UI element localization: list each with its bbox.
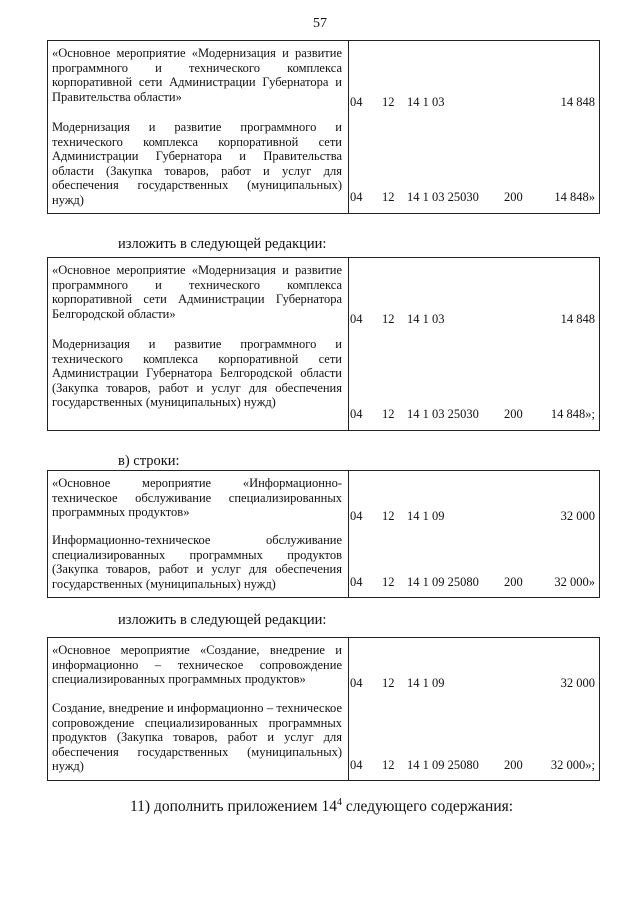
- closing-instruction: [130, 797, 513, 816]
- cell-csr: 14 1 03 25030: [407, 407, 479, 422]
- cell-rz: 04: [350, 676, 363, 691]
- cell-vr: 200: [504, 407, 523, 422]
- cell-sum: 32 000: [560, 509, 595, 524]
- row-description: «Основное мероприятие «Модернизация и развитие программного и технического комплекса корпоративной сети Администрации Губернатора Белгородской области»: [52, 263, 342, 321]
- cell-sum: 14 848»: [554, 190, 595, 205]
- cell-sum: 32 000»;: [550, 758, 595, 773]
- page-number: 57: [313, 16, 327, 31]
- cell-rz: 04: [350, 190, 363, 205]
- cell-pr: 12: [382, 575, 395, 590]
- cell-csr: 14 1 09: [407, 676, 445, 691]
- cell-sum: 14 848: [560, 312, 595, 327]
- table-row: [48, 41, 599, 115]
- cell-rz: 04: [350, 758, 363, 773]
- instruction-text: изложить в следующей редакции:: [118, 612, 327, 628]
- cell-csr: 14 1 09 25080: [407, 758, 479, 773]
- cell-vr: 200: [504, 575, 523, 590]
- cell-pr: 12: [382, 407, 395, 422]
- cell-vr: 200: [504, 758, 523, 773]
- cell-csr: 14 1 09: [407, 509, 445, 524]
- row-description: «Основное мероприятие «Информационно-техническое обслуживание специализированных программных продуктов»: [52, 476, 342, 520]
- row-description: «Основное мероприятие «Создание, внедрение и информационно – техническое сопровождение специализированных программных продуктов»: [52, 643, 342, 687]
- cell-pr: 12: [382, 676, 395, 691]
- closing-text-tail: следующего содержания:: [341, 798, 514, 816]
- cell-rz: 04: [350, 95, 363, 110]
- table-row: [48, 638, 599, 696]
- cell-csr: 14 1 03: [407, 312, 445, 327]
- instruction-text: в) строки:: [118, 453, 180, 469]
- budget-table-4: [47, 637, 600, 781]
- closing-superscript: 4: [336, 797, 342, 808]
- cell-pr: 12: [382, 758, 395, 773]
- row-description: Модернизация и развитие программного и технического комплекса корпоративной сети Администрации Губернатора Белгородской области (Закупка товаров, работ и услуг для обеспечения государственных (муниципальных) нужд): [52, 337, 342, 410]
- cell-sum: 14 848»;: [550, 407, 595, 422]
- row-description: Информационно-техническое обслуживание специализированных программных продуктов (Закупка товаров, работ и услуг для обеспечения государственных (муниципальных) нужд): [52, 533, 342, 591]
- cell-pr: 12: [382, 190, 395, 205]
- row-description: «Основное мероприятие «Модернизация и развитие программного и технического комплекса корпоративной сети Администрации Губернатора и Правительства области»: [52, 46, 342, 104]
- cell-sum: 14 848: [560, 95, 595, 110]
- budget-table-3: [47, 470, 600, 598]
- cell-pr: 12: [382, 312, 395, 327]
- cell-pr: 12: [382, 509, 395, 524]
- table-row: [48, 115, 599, 213]
- budget-table-2: [47, 257, 600, 431]
- cell-rz: 04: [350, 312, 363, 327]
- cell-vr: 200: [504, 190, 523, 205]
- budget-table-1: [47, 40, 600, 214]
- cell-csr: 14 1 09 25080: [407, 575, 479, 590]
- cell-rz: 04: [350, 407, 363, 422]
- cell-csr: 14 1 03: [407, 95, 445, 110]
- table-row: [48, 529, 599, 597]
- cell-pr: 12: [382, 95, 395, 110]
- cell-rz: 04: [350, 509, 363, 524]
- cell-csr: 14 1 03 25030: [407, 190, 479, 205]
- cell-sum: 32 000»: [554, 575, 595, 590]
- table-row: [48, 471, 599, 529]
- table-row: [48, 696, 599, 780]
- row-description: Создание, внедрение и информационно – техническое сопровождение специализированных программных продуктов (Закупка товаров, работ и услуг для обеспечения государственных (муниципальных) нужд): [52, 701, 342, 774]
- row-description: Модернизация и развитие программного и технического комплекса корпоративной сети Администрации Губернатора и Правительства области (Закупка товаров, работ и услуг для обеспечения государственных (муниципальных) нужд): [52, 120, 342, 207]
- cell-sum: 32 000: [560, 676, 595, 691]
- table-row: [48, 332, 599, 430]
- instruction-text: изложить в следующей редакции:: [118, 236, 327, 252]
- closing-text-main: 11) дополнить приложением 14: [130, 798, 337, 816]
- cell-rz: 04: [350, 575, 363, 590]
- table-row: [48, 258, 599, 332]
